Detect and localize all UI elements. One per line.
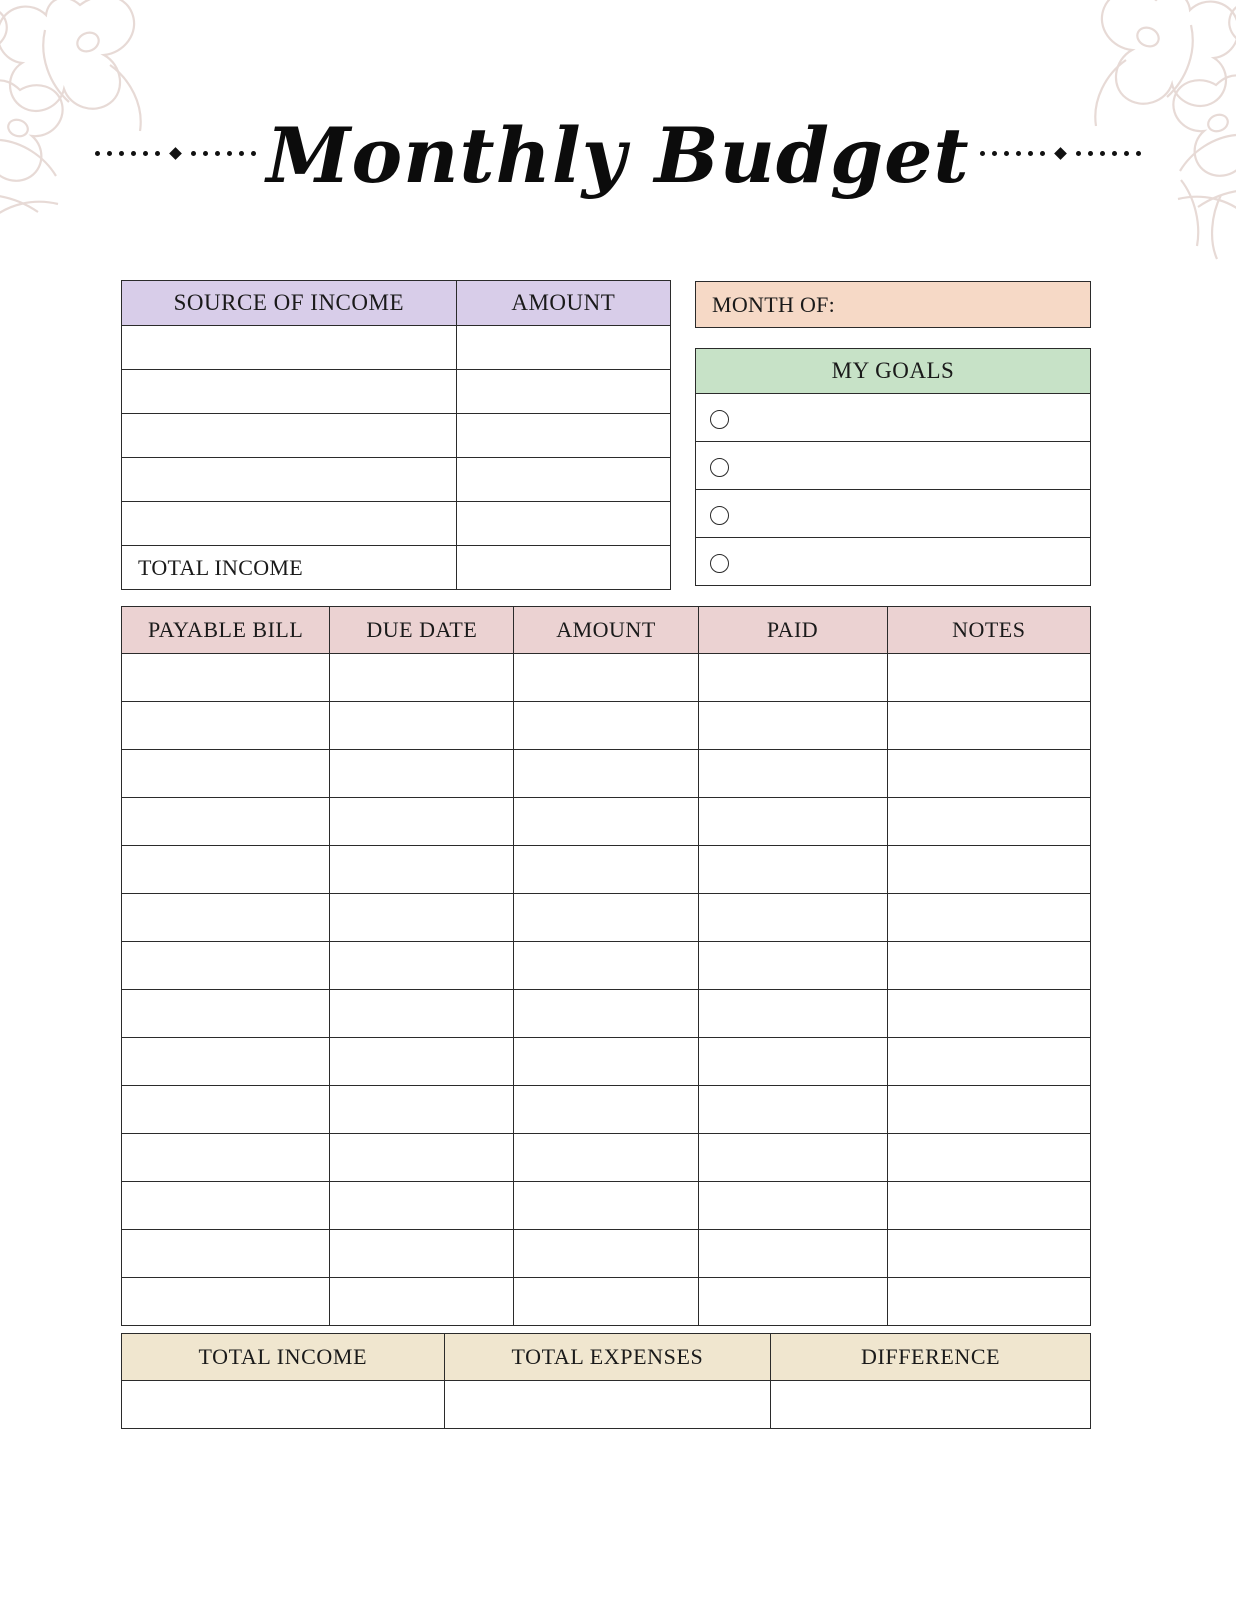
bill-paid-cell[interactable] bbox=[698, 846, 887, 894]
income-source-cell[interactable] bbox=[122, 458, 457, 502]
bills-header-paid: PAID bbox=[698, 607, 887, 654]
bill-payable-cell[interactable] bbox=[122, 1230, 330, 1278]
bill-amount-cell[interactable] bbox=[514, 1278, 698, 1326]
bill-due-date-cell[interactable] bbox=[330, 894, 514, 942]
income-table-panel bbox=[121, 280, 671, 590]
totals-header-total-expenses: TOTAL EXPENSES bbox=[444, 1334, 771, 1381]
goal-text bbox=[729, 453, 739, 477]
table-row bbox=[122, 798, 1091, 846]
bill-amount-cell[interactable] bbox=[514, 1230, 698, 1278]
bill-notes-cell[interactable] bbox=[887, 1038, 1090, 1086]
table-row bbox=[122, 654, 1091, 702]
bills-table-header-row bbox=[122, 607, 1091, 654]
bill-amount-cell[interactable] bbox=[514, 1038, 698, 1086]
table-row bbox=[122, 1182, 1091, 1230]
income-header-source: SOURCE OF INCOME bbox=[122, 281, 457, 326]
table-row bbox=[122, 458, 671, 502]
title-rule-right bbox=[980, 149, 1141, 164]
totals-value-total-income[interactable] bbox=[122, 1381, 445, 1429]
bill-payable-cell[interactable] bbox=[122, 798, 330, 846]
bill-due-date-cell[interactable] bbox=[330, 990, 514, 1038]
bills-header-payable-bill: PAYABLE BILL bbox=[122, 607, 330, 654]
bill-paid-cell[interactable] bbox=[698, 702, 887, 750]
bill-paid-cell[interactable] bbox=[698, 1134, 887, 1182]
bill-amount-cell[interactable] bbox=[514, 990, 698, 1038]
table-row bbox=[122, 326, 671, 370]
goal-text bbox=[729, 549, 739, 573]
bill-paid-cell[interactable] bbox=[698, 1278, 887, 1326]
bill-payable-cell[interactable] bbox=[122, 1134, 330, 1182]
bill-payable-cell[interactable] bbox=[122, 702, 330, 750]
bills-header-due-date: DUE DATE bbox=[330, 607, 514, 654]
income-source-cell[interactable] bbox=[122, 502, 457, 546]
bill-notes-cell[interactable] bbox=[887, 990, 1090, 1038]
bill-amount-cell[interactable] bbox=[514, 894, 698, 942]
bill-notes-cell[interactable] bbox=[887, 1086, 1090, 1134]
bill-paid-cell[interactable] bbox=[698, 750, 887, 798]
bill-payable-cell[interactable] bbox=[122, 894, 330, 942]
bill-paid-cell[interactable] bbox=[698, 942, 887, 990]
income-source-cell[interactable] bbox=[122, 326, 457, 370]
table-row bbox=[122, 846, 1091, 894]
bill-payable-cell[interactable] bbox=[122, 1038, 330, 1086]
income-amount-cell[interactable] bbox=[456, 326, 670, 370]
title-rule-left bbox=[95, 149, 256, 164]
table-row bbox=[122, 1086, 1091, 1134]
bill-amount-cell[interactable] bbox=[514, 942, 698, 990]
bill-due-date-cell[interactable] bbox=[330, 1230, 514, 1278]
goals-table bbox=[695, 393, 1091, 586]
totals-header-row bbox=[122, 1334, 1091, 1381]
bill-amount-cell[interactable] bbox=[514, 1134, 698, 1182]
totals-header-total-income: TOTAL INCOME bbox=[122, 1334, 445, 1381]
circle-checkbox-icon[interactable] bbox=[710, 410, 729, 429]
totals-table-panel bbox=[121, 1333, 1091, 1429]
table-row bbox=[122, 502, 671, 546]
circle-checkbox-icon[interactable] bbox=[710, 506, 729, 525]
page-title-row bbox=[0, 111, 1236, 200]
bill-amount-cell[interactable] bbox=[514, 846, 698, 894]
table-row bbox=[122, 370, 671, 414]
bill-notes-cell[interactable] bbox=[887, 798, 1090, 846]
bill-amount-cell[interactable] bbox=[514, 702, 698, 750]
income-table bbox=[121, 280, 671, 590]
bill-amount-cell[interactable] bbox=[514, 1182, 698, 1230]
table-row bbox=[122, 1038, 1091, 1086]
totals-value-row bbox=[122, 1381, 1091, 1429]
list-item bbox=[696, 538, 1091, 586]
income-total-label: TOTAL INCOME bbox=[122, 546, 457, 590]
bill-due-date-cell[interactable] bbox=[330, 1134, 514, 1182]
income-total-row bbox=[122, 546, 671, 590]
bill-notes-cell[interactable] bbox=[887, 702, 1090, 750]
bill-due-date-cell[interactable] bbox=[330, 942, 514, 990]
table-row bbox=[122, 414, 671, 458]
income-amount-cell[interactable] bbox=[456, 458, 670, 502]
bills-table-panel bbox=[121, 606, 1091, 1326]
bill-notes-cell[interactable] bbox=[887, 1134, 1090, 1182]
goal-row[interactable] bbox=[696, 394, 1091, 442]
bill-due-date-cell[interactable] bbox=[330, 846, 514, 894]
bill-paid-cell[interactable] bbox=[698, 1038, 887, 1086]
bill-paid-cell[interactable] bbox=[698, 1182, 887, 1230]
bill-payable-cell[interactable] bbox=[122, 1182, 330, 1230]
table-row bbox=[122, 750, 1091, 798]
income-source-cell[interactable] bbox=[122, 370, 457, 414]
bill-payable-cell[interactable] bbox=[122, 1086, 330, 1134]
totals-table bbox=[121, 1333, 1091, 1429]
circle-checkbox-icon[interactable] bbox=[710, 458, 729, 477]
totals-header-difference: DIFFERENCE bbox=[771, 1334, 1091, 1381]
bill-notes-cell[interactable] bbox=[887, 1278, 1090, 1326]
bill-due-date-cell[interactable] bbox=[330, 798, 514, 846]
goal-text bbox=[729, 405, 739, 429]
goal-row[interactable] bbox=[696, 442, 1091, 490]
bill-amount-cell[interactable] bbox=[514, 654, 698, 702]
bill-notes-cell[interactable] bbox=[887, 654, 1090, 702]
goal-row[interactable] bbox=[696, 538, 1091, 586]
table-row bbox=[122, 894, 1091, 942]
bill-notes-cell[interactable] bbox=[887, 1230, 1090, 1278]
bill-payable-cell[interactable] bbox=[122, 654, 330, 702]
bill-notes-cell[interactable] bbox=[887, 894, 1090, 942]
income-header-amount: AMOUNT bbox=[456, 281, 670, 326]
list-item bbox=[696, 394, 1091, 442]
bill-due-date-cell[interactable] bbox=[330, 750, 514, 798]
circle-checkbox-icon[interactable] bbox=[710, 554, 729, 573]
list-item bbox=[696, 490, 1091, 538]
bill-payable-cell[interactable] bbox=[122, 750, 330, 798]
bill-payable-cell[interactable] bbox=[122, 1278, 330, 1326]
bills-table bbox=[121, 606, 1091, 1326]
page-title: Monthly Budget bbox=[266, 111, 970, 200]
bill-due-date-cell[interactable] bbox=[330, 1278, 514, 1326]
bill-notes-cell[interactable] bbox=[887, 1182, 1090, 1230]
bill-amount-cell[interactable] bbox=[514, 798, 698, 846]
income-amount-cell[interactable] bbox=[456, 502, 670, 546]
bills-table-body bbox=[122, 654, 1091, 1326]
month-of-panel bbox=[695, 281, 1091, 328]
bill-due-date-cell[interactable] bbox=[330, 1086, 514, 1134]
income-source-cell[interactable] bbox=[122, 414, 457, 458]
bill-payable-cell[interactable] bbox=[122, 990, 330, 1038]
bill-paid-cell[interactable] bbox=[698, 990, 887, 1038]
bill-paid-cell[interactable] bbox=[698, 654, 887, 702]
bill-due-date-cell[interactable] bbox=[330, 1182, 514, 1230]
month-of-label: MONTH OF: bbox=[712, 291, 836, 317]
goals-panel bbox=[695, 348, 1091, 586]
bill-due-date-cell[interactable] bbox=[330, 702, 514, 750]
income-total-value[interactable] bbox=[456, 546, 670, 590]
totals-value-difference[interactable] bbox=[771, 1381, 1091, 1429]
income-amount-cell[interactable] bbox=[456, 414, 670, 458]
table-row bbox=[122, 1230, 1091, 1278]
bill-notes-cell[interactable] bbox=[887, 942, 1090, 990]
bill-due-date-cell[interactable] bbox=[330, 1038, 514, 1086]
bill-payable-cell[interactable] bbox=[122, 942, 330, 990]
table-row bbox=[122, 702, 1091, 750]
month-of-field[interactable] bbox=[695, 281, 1091, 328]
list-item bbox=[696, 442, 1091, 490]
bill-notes-cell[interactable] bbox=[887, 846, 1090, 894]
bill-paid-cell[interactable] bbox=[698, 798, 887, 846]
bills-header-amount: AMOUNT bbox=[514, 607, 698, 654]
bill-amount-cell[interactable] bbox=[514, 1086, 698, 1134]
bills-header-notes: NOTES bbox=[887, 607, 1090, 654]
bill-notes-cell[interactable] bbox=[887, 750, 1090, 798]
income-amount-cell[interactable] bbox=[456, 370, 670, 414]
bill-payable-cell[interactable] bbox=[122, 846, 330, 894]
table-row bbox=[122, 1134, 1091, 1182]
totals-value-total-expenses[interactable] bbox=[444, 1381, 771, 1429]
table-row bbox=[122, 942, 1091, 990]
bill-paid-cell[interactable] bbox=[698, 1230, 887, 1278]
bill-amount-cell[interactable] bbox=[514, 750, 698, 798]
bill-paid-cell[interactable] bbox=[698, 1086, 887, 1134]
bill-paid-cell[interactable] bbox=[698, 894, 887, 942]
goal-text bbox=[729, 501, 739, 525]
income-table-header-row bbox=[122, 281, 671, 326]
table-row bbox=[122, 1278, 1091, 1326]
goals-header: MY GOALS bbox=[695, 348, 1091, 393]
table-row bbox=[122, 990, 1091, 1038]
goal-row[interactable] bbox=[696, 490, 1091, 538]
bill-due-date-cell[interactable] bbox=[330, 654, 514, 702]
